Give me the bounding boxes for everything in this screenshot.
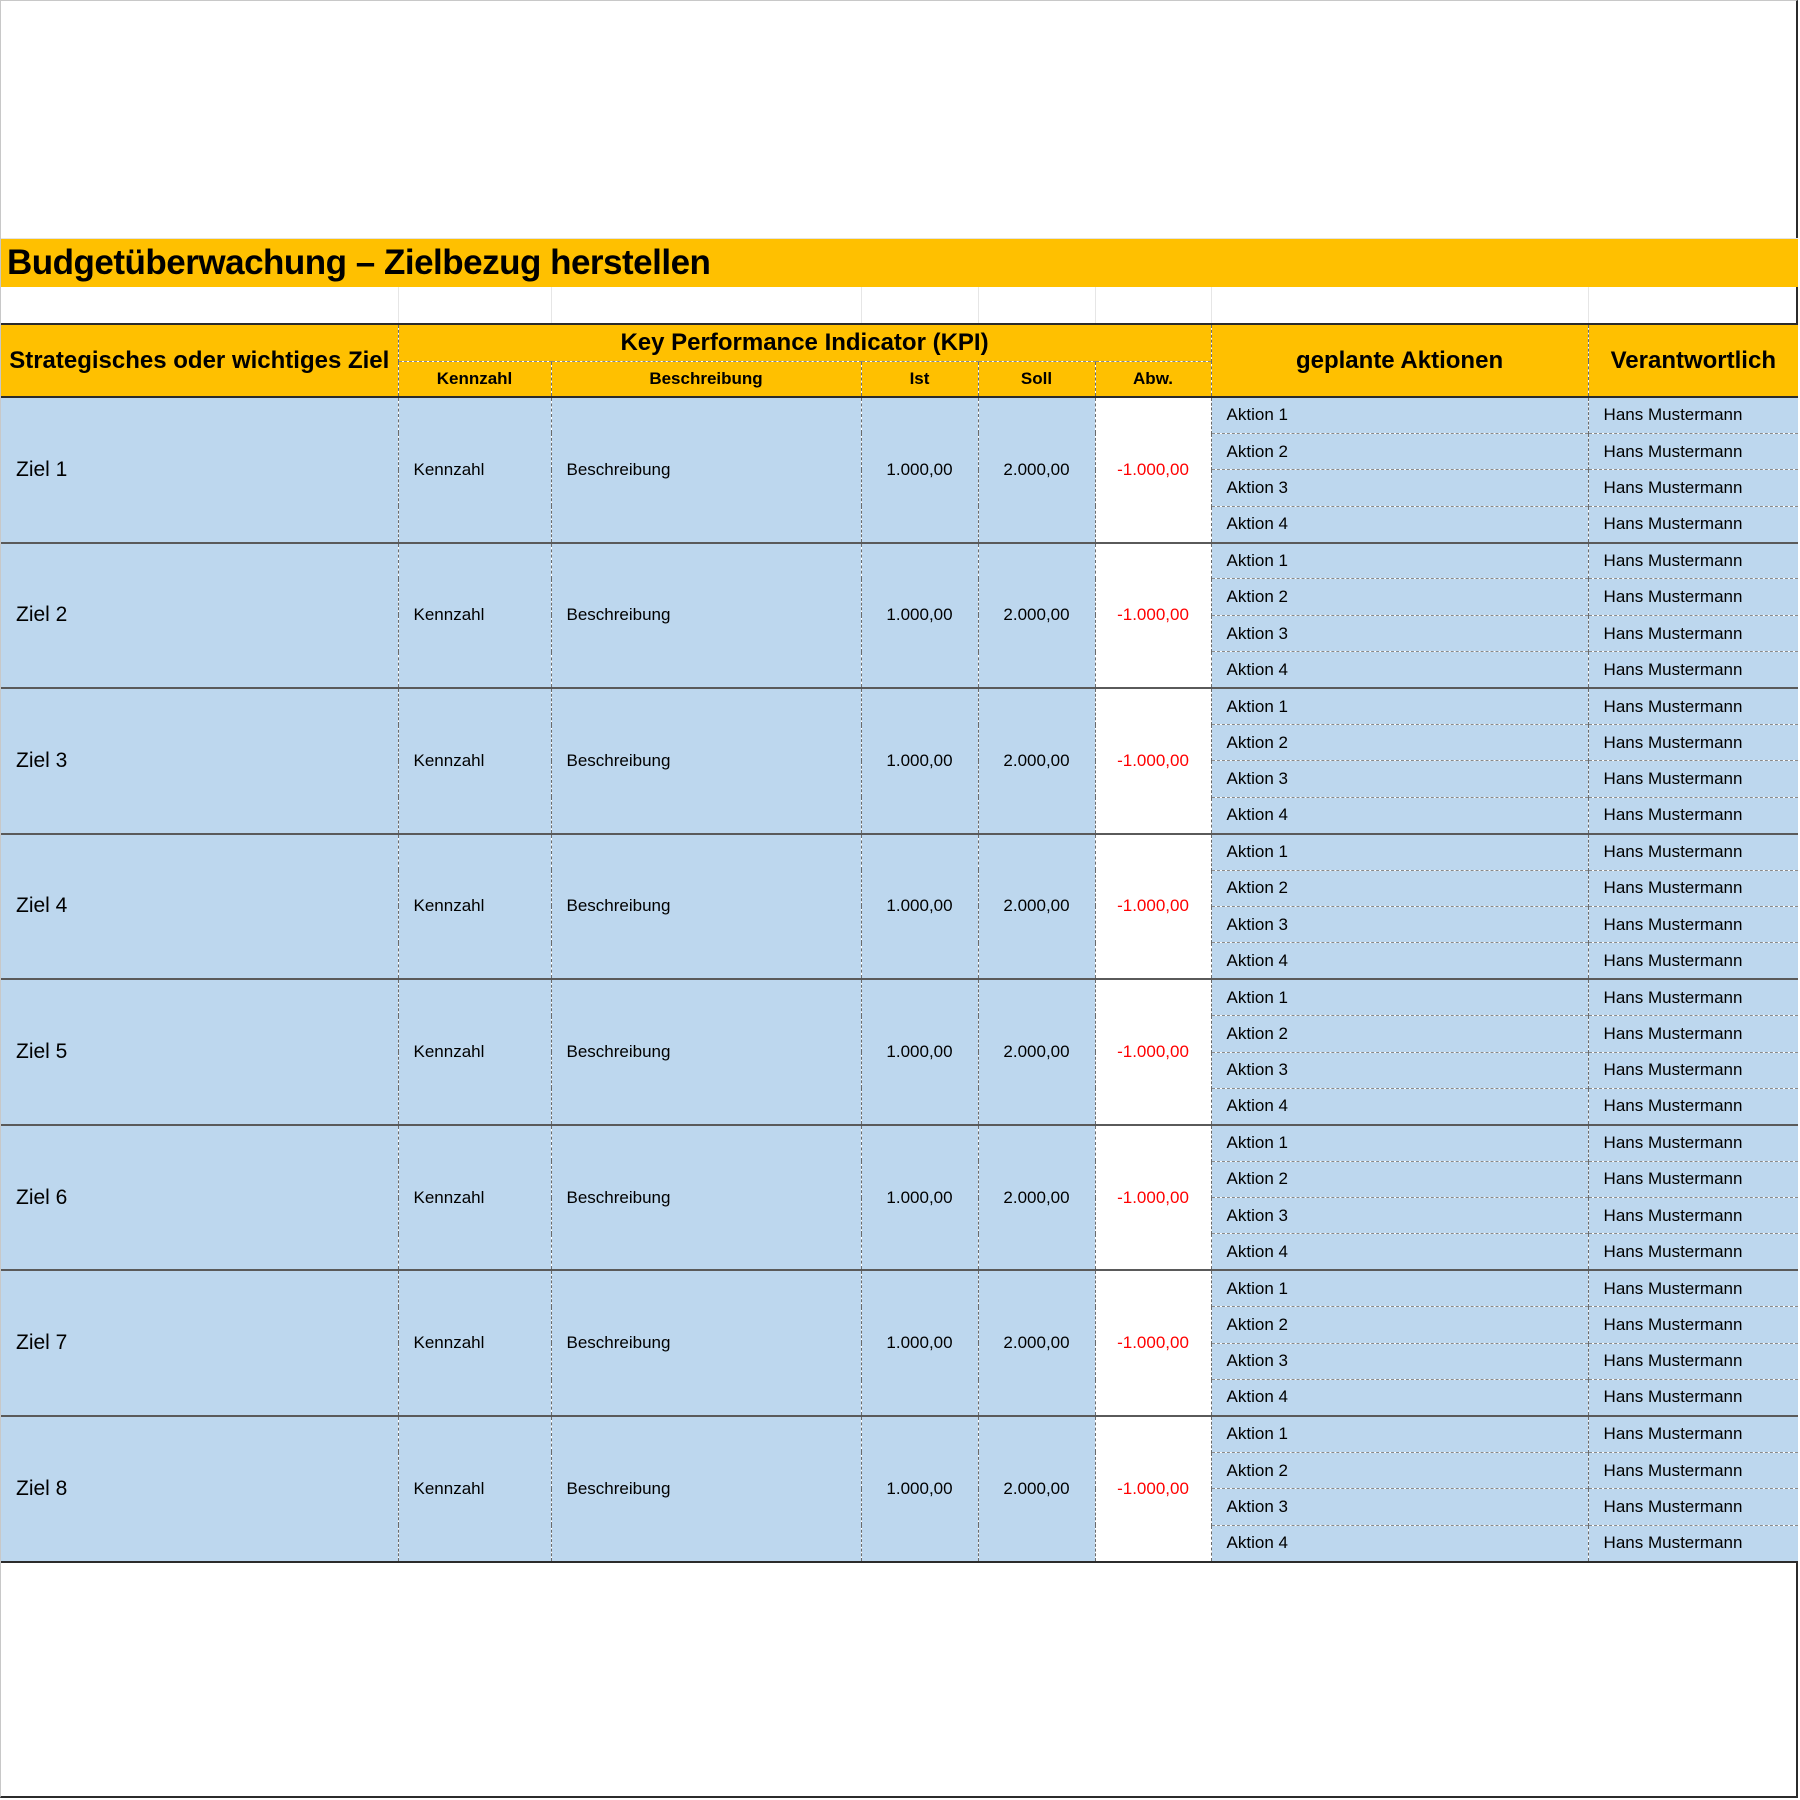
aktion-cell[interactable]: Aktion 1 [1211, 1125, 1588, 1161]
soll-cell[interactable]: 2.000,00 [978, 834, 1095, 980]
verantwortlich-cell[interactable]: Hans Mustermann [1588, 1125, 1798, 1161]
header-kennzahl: Kennzahl [398, 361, 551, 397]
header-verantwortlich: Verantwortlich [1588, 324, 1798, 397]
aktion-cell[interactable]: Aktion 3 [1211, 906, 1588, 942]
verantwortlich-cell[interactable]: Hans Mustermann [1588, 1161, 1798, 1197]
soll-cell[interactable]: 2.000,00 [978, 1416, 1095, 1562]
verantwortlich-cell[interactable]: Hans Mustermann [1588, 397, 1798, 433]
table-row [1, 979, 1798, 1015]
aktion-cell[interactable]: Aktion 1 [1211, 979, 1588, 1015]
verantwortlich-cell[interactable]: Hans Mustermann [1588, 870, 1798, 906]
beschreibung-cell[interactable]: Beschreibung [551, 1125, 861, 1271]
verantwortlich-cell[interactable]: Hans Mustermann [1588, 797, 1798, 833]
beschreibung-cell[interactable]: Beschreibung [551, 688, 861, 834]
ist-cell[interactable]: 1.000,00 [861, 397, 978, 543]
header-kpi-group: Key Performance Indicator (KPI) [398, 324, 1211, 361]
soll-cell[interactable]: 2.000,00 [978, 397, 1095, 543]
aktion-cell[interactable]: Aktion 1 [1211, 397, 1588, 433]
soll-cell[interactable]: 2.000,00 [978, 543, 1095, 689]
verantwortlich-cell[interactable]: Hans Mustermann [1588, 1452, 1798, 1488]
kennzahl-cell[interactable]: Kennzahl [398, 1270, 551, 1416]
table-row [1, 397, 1798, 433]
table-body [1, 397, 1798, 1562]
verantwortlich-cell[interactable]: Hans Mustermann [1588, 433, 1798, 469]
aktion-cell[interactable]: Aktion 2 [1211, 1307, 1588, 1343]
aktion-cell[interactable]: Aktion 3 [1211, 761, 1588, 797]
aktion-cell[interactable]: Aktion 1 [1211, 688, 1588, 724]
ziel-cell[interactable]: Ziel 6 [1, 1125, 398, 1271]
header-soll: Soll [978, 361, 1095, 397]
gridline [861, 287, 862, 323]
ist-cell[interactable]: 1.000,00 [861, 688, 978, 834]
kennzahl-cell[interactable]: Kennzahl [398, 1125, 551, 1271]
ziel-cell[interactable]: Ziel 4 [1, 834, 398, 980]
gridline [551, 287, 552, 323]
ziel-cell[interactable]: Ziel 7 [1, 1270, 398, 1416]
aktion-cell[interactable]: Aktion 4 [1211, 652, 1588, 688]
gridline [978, 287, 979, 323]
abweichung-cell[interactable]: -1.000,00 [1095, 834, 1211, 980]
verantwortlich-cell[interactable]: Hans Mustermann [1588, 1416, 1798, 1452]
header-ist: Ist [861, 361, 978, 397]
spacer-row [1, 287, 1798, 323]
ist-cell[interactable]: 1.000,00 [861, 1125, 978, 1271]
verantwortlich-cell[interactable]: Hans Mustermann [1588, 1052, 1798, 1088]
kennzahl-cell[interactable]: Kennzahl [398, 688, 551, 834]
abweichung-cell[interactable]: -1.000,00 [1095, 1270, 1211, 1416]
abweichung-cell[interactable]: -1.000,00 [1095, 1416, 1211, 1562]
beschreibung-cell[interactable]: Beschreibung [551, 397, 861, 543]
aktion-cell[interactable]: Aktion 3 [1211, 1198, 1588, 1234]
soll-cell[interactable]: 2.000,00 [978, 979, 1095, 1125]
gridline [398, 287, 399, 323]
verantwortlich-cell[interactable]: Hans Mustermann [1588, 470, 1798, 506]
verantwortlich-cell[interactable]: Hans Mustermann [1588, 1234, 1798, 1270]
aktion-cell[interactable]: Aktion 2 [1211, 725, 1588, 761]
ziel-cell[interactable]: Ziel 1 [1, 397, 398, 543]
verantwortlich-cell[interactable]: Hans Mustermann [1588, 943, 1798, 979]
aktion-cell[interactable]: Aktion 1 [1211, 1416, 1588, 1452]
ist-cell[interactable]: 1.000,00 [861, 543, 978, 689]
verantwortlich-cell[interactable]: Hans Mustermann [1588, 1088, 1798, 1124]
aktion-cell[interactable]: Aktion 4 [1211, 1525, 1588, 1561]
header-abw: Abw. [1095, 361, 1211, 397]
aktion-cell[interactable]: Aktion 1 [1211, 834, 1588, 870]
abweichung-cell[interactable]: -1.000,00 [1095, 979, 1211, 1125]
aktion-cell[interactable]: Aktion 4 [1211, 506, 1588, 542]
table-row [1, 1125, 1798, 1161]
aktion-cell[interactable]: Aktion 4 [1211, 1234, 1588, 1270]
beschreibung-cell[interactable]: Beschreibung [551, 543, 861, 689]
verantwortlich-cell[interactable]: Hans Mustermann [1588, 834, 1798, 870]
soll-cell[interactable]: 2.000,00 [978, 1270, 1095, 1416]
aktion-cell[interactable]: Aktion 2 [1211, 579, 1588, 615]
abweichung-cell[interactable]: -1.000,00 [1095, 1125, 1211, 1271]
ziel-cell[interactable]: Ziel 3 [1, 688, 398, 834]
kennzahl-cell[interactable]: Kennzahl [398, 397, 551, 543]
abweichung-cell[interactable]: -1.000,00 [1095, 397, 1211, 543]
verantwortlich-cell[interactable]: Hans Mustermann [1588, 906, 1798, 942]
ist-cell[interactable]: 1.000,00 [861, 979, 978, 1125]
ziel-cell[interactable]: Ziel 5 [1, 979, 398, 1125]
aktion-cell[interactable]: Aktion 3 [1211, 1489, 1588, 1525]
kennzahl-cell[interactable]: Kennzahl [398, 1416, 551, 1562]
kennzahl-cell[interactable]: Kennzahl [398, 834, 551, 980]
aktion-cell[interactable]: Aktion 3 [1211, 615, 1588, 651]
table-row [1, 1270, 1798, 1306]
aktion-cell[interactable]: Aktion 1 [1211, 1270, 1588, 1306]
ist-cell[interactable]: 1.000,00 [861, 834, 978, 980]
header-beschreibung: Beschreibung [551, 361, 861, 397]
verantwortlich-cell[interactable]: Hans Mustermann [1588, 1016, 1798, 1052]
gridline [1211, 287, 1212, 323]
verantwortlich-cell[interactable]: Hans Mustermann [1588, 1489, 1798, 1525]
aktion-cell[interactable]: Aktion 3 [1211, 1052, 1588, 1088]
title-banner [1, 238, 1798, 287]
beschreibung-cell[interactable]: Beschreibung [551, 1416, 861, 1562]
aktion-cell[interactable]: Aktion 2 [1211, 1161, 1588, 1197]
ist-cell[interactable]: 1.000,00 [861, 1270, 978, 1416]
aktion-cell[interactable]: Aktion 3 [1211, 470, 1588, 506]
beschreibung-cell[interactable]: Beschreibung [551, 979, 861, 1125]
verantwortlich-cell[interactable]: Hans Mustermann [1588, 688, 1798, 724]
verantwortlich-cell[interactable]: Hans Mustermann [1588, 1525, 1798, 1561]
verantwortlich-cell[interactable]: Hans Mustermann [1588, 1343, 1798, 1379]
verantwortlich-cell[interactable]: Hans Mustermann [1588, 1307, 1798, 1343]
verantwortlich-cell[interactable]: Hans Mustermann [1588, 979, 1798, 1015]
abweichung-cell[interactable]: -1.000,00 [1095, 688, 1211, 834]
aktion-cell[interactable]: Aktion 4 [1211, 1380, 1588, 1416]
ziel-cell[interactable]: Ziel 2 [1, 543, 398, 689]
ziel-cell[interactable]: Ziel 8 [1, 1416, 398, 1562]
header-aktionen: geplante Aktionen [1211, 324, 1588, 397]
ist-cell[interactable]: 1.000,00 [861, 1416, 978, 1562]
verantwortlich-cell[interactable]: Hans Mustermann [1588, 1270, 1798, 1306]
kennzahl-cell[interactable]: Kennzahl [398, 979, 551, 1125]
table-row [1, 543, 1798, 579]
aktion-cell[interactable]: Aktion 2 [1211, 1452, 1588, 1488]
verantwortlich-cell[interactable]: Hans Mustermann [1588, 1198, 1798, 1234]
header-ziel: Strategisches oder wichtiges Ziel [1, 324, 398, 397]
soll-cell[interactable]: 2.000,00 [978, 1125, 1095, 1271]
aktion-cell[interactable]: Aktion 2 [1211, 433, 1588, 469]
verantwortlich-cell[interactable]: Hans Mustermann [1588, 1380, 1798, 1416]
aktion-cell[interactable]: Aktion 4 [1211, 943, 1588, 979]
verantwortlich-cell[interactable]: Hans Mustermann [1588, 543, 1798, 579]
verantwortlich-cell[interactable]: Hans Mustermann [1588, 652, 1798, 688]
aktion-cell[interactable]: Aktion 2 [1211, 1016, 1588, 1052]
table-row [1, 1416, 1798, 1452]
abweichung-cell[interactable]: -1.000,00 [1095, 543, 1211, 689]
table-row [1, 834, 1798, 870]
aktion-cell[interactable]: Aktion 3 [1211, 1343, 1588, 1379]
beschreibung-cell[interactable]: Beschreibung [551, 834, 861, 980]
aktion-cell[interactable]: Aktion 2 [1211, 870, 1588, 906]
kpi-table [1, 323, 1798, 1563]
verantwortlich-cell[interactable]: Hans Mustermann [1588, 506, 1798, 542]
verantwortlich-cell[interactable]: Hans Mustermann [1588, 725, 1798, 761]
verantwortlich-cell[interactable]: Hans Mustermann [1588, 761, 1798, 797]
aktion-cell[interactable]: Aktion 4 [1211, 1088, 1588, 1124]
aktion-cell[interactable]: Aktion 4 [1211, 797, 1588, 833]
gridline [1095, 287, 1096, 323]
verantwortlich-cell[interactable]: Hans Mustermann [1588, 615, 1798, 651]
soll-cell[interactable]: 2.000,00 [978, 688, 1095, 834]
table-row [1, 688, 1798, 724]
gridline [1588, 287, 1589, 323]
kennzahl-cell[interactable]: Kennzahl [398, 543, 551, 689]
aktion-cell[interactable]: Aktion 1 [1211, 543, 1588, 579]
page-title: Budgetüberwachung – Zielbezug herstellen [7, 243, 711, 282]
verantwortlich-cell[interactable]: Hans Mustermann [1588, 579, 1798, 615]
beschreibung-cell[interactable]: Beschreibung [551, 1270, 861, 1416]
